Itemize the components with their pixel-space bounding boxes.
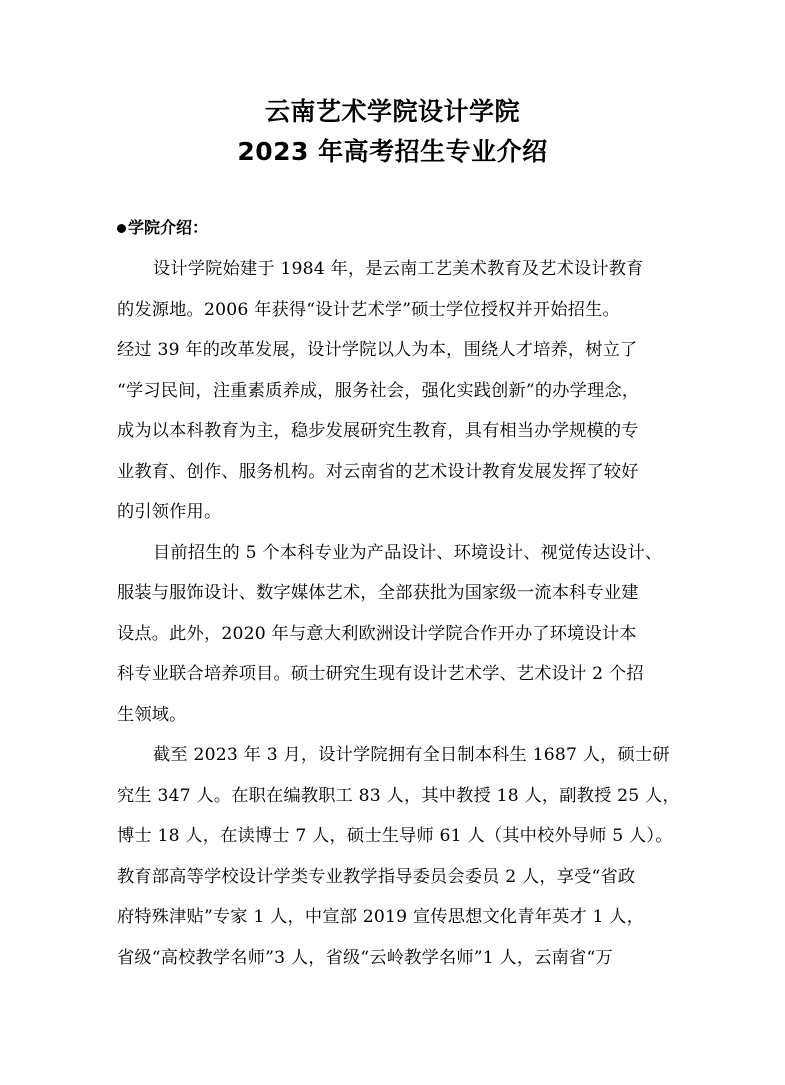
paragraph-line: 目前招生的 5 个本科专业为产品设计、环境设计、视觉传达设计、 bbox=[153, 542, 663, 563]
paragraph-line: 博士 18 人，在读博士 7 人，硕士生导师 61 人（其中校外导师 5 人）。 bbox=[117, 826, 673, 846]
paragraph-3 bbox=[117, 735, 680, 978]
paragraph-line: 的引领作用。 bbox=[117, 502, 222, 522]
paragraph-line: 业教育、创作、服务机构。对云南省的艺术设计教育发展发挥了较好 bbox=[117, 461, 639, 482]
paragraph-line: 截至 2023 年 3 月，设计学院拥有全日制本科生 1687 人，硕士研 bbox=[153, 745, 670, 765]
paragraph-line: 教育部高等学校设计学类专业教学指导委员会委员 2 人，享受“省政 bbox=[117, 866, 636, 887]
paragraph-line: “学习民间，注重素质养成，服务社会，强化实践创新”的办学理念， bbox=[117, 380, 640, 401]
document-title bbox=[0, 92, 785, 172]
paragraph-2 bbox=[117, 533, 672, 736]
paragraph-line: 经过 39 年的改革发展，设计学院以人为本，围绕人才培养，树立了 bbox=[117, 340, 638, 360]
paragraph-line: 府特殊津贴”专家 1 人，中宣部 2019 宣传思想文化青年英才 1 人， bbox=[117, 907, 645, 927]
paragraph-line: 究生 347 人。在职在编教职工 83 人，其中教授 18 人，副教授 25 人， bbox=[117, 785, 680, 806]
bullet-icon bbox=[117, 224, 126, 233]
body-text bbox=[117, 249, 680, 978]
paragraph-line: 服装与服饰设计、数字媒体艺术，全部获批为国家级一流本科专业建 bbox=[117, 583, 639, 603]
title-line-1: 云南艺术学院设计学院 bbox=[264, 97, 520, 126]
paragraph-1 bbox=[117, 249, 672, 533]
paragraph-line: 设计学院始建于 1984 年，是云南工艺美术教育及艺术设计教育 bbox=[153, 259, 644, 279]
title-line-2: 2023 年高考招生专业介绍 bbox=[237, 137, 548, 166]
paragraph-line: 省级“高校教学名师”3 人，省级“云岭教学名师”1 人，云南省“万 bbox=[117, 947, 613, 968]
section-heading-text: 学院介绍： bbox=[128, 218, 209, 237]
paragraph-line: 科专业联合培养项目。硕士研究生现有设计艺术学、艺术设计 2 个招 bbox=[117, 664, 644, 684]
paragraph-line: 的发源地。2006 年获得“设计艺术学”硕士学位授权并开始招生。 bbox=[117, 299, 620, 320]
paragraph-line: 生领域。 bbox=[117, 704, 187, 725]
section-heading bbox=[117, 216, 208, 240]
paragraph-line: 设点。此外，2020 年与意大利欧洲设计学院合作开办了环境设计本 bbox=[117, 623, 637, 644]
paragraph-line: 成为以本科教育为主，稳步发展研究生教育，具有相当办学规模的专 bbox=[117, 421, 639, 441]
